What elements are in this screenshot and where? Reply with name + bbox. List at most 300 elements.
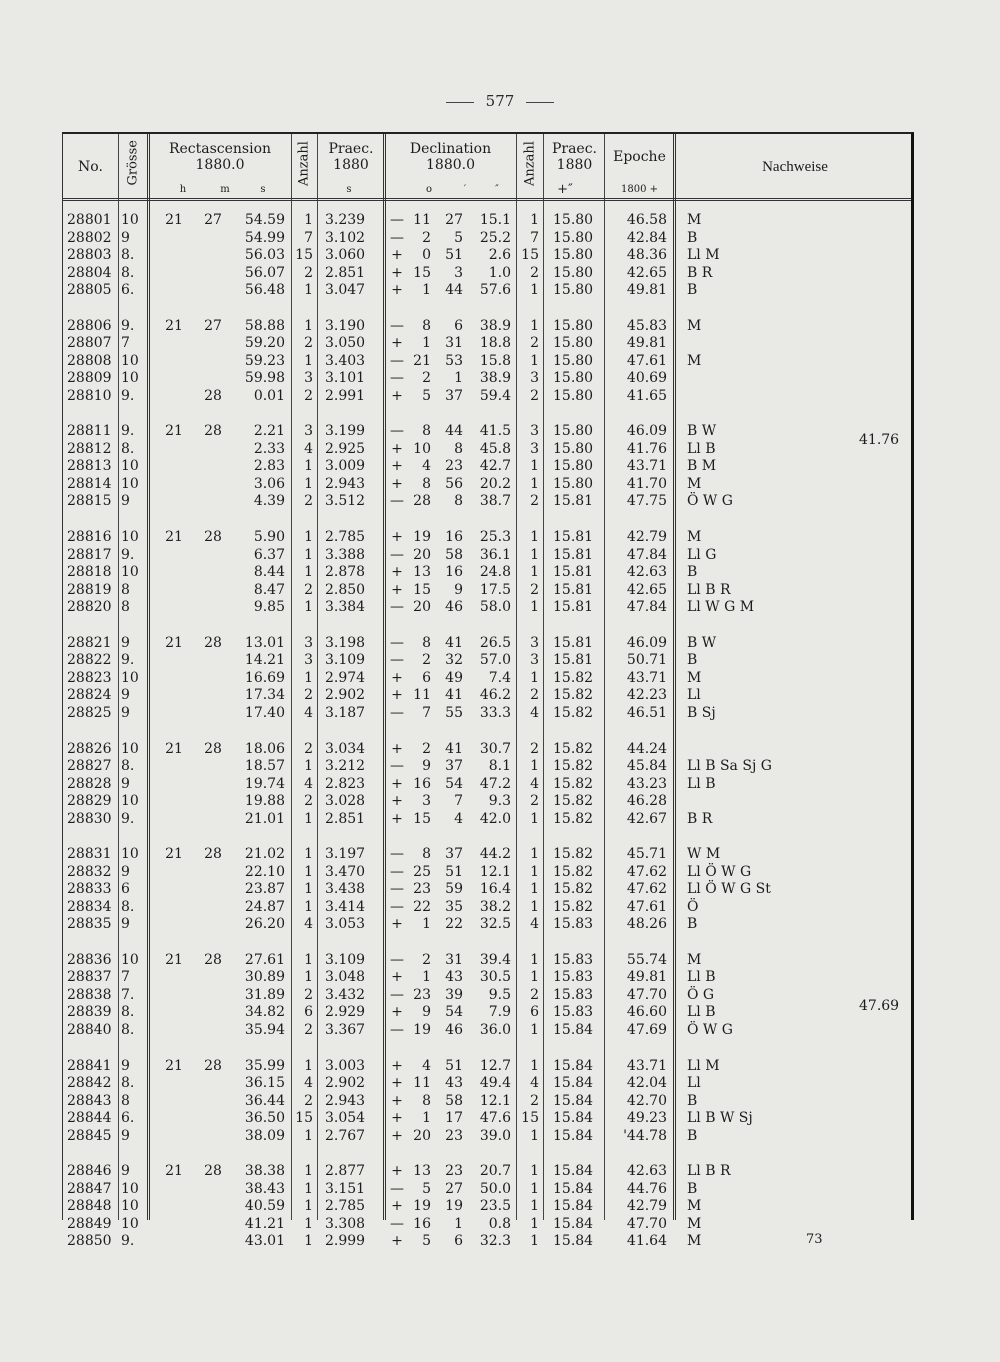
decl-sign: + xyxy=(391,810,403,827)
obs-count: 1 xyxy=(304,881,313,898)
header-rectascension: Rectascension xyxy=(168,141,272,157)
star-number: 28814 xyxy=(67,475,112,492)
references: M xyxy=(687,1233,702,1250)
precession-decl: 15.82 xyxy=(553,687,594,704)
decl-degrees: 9 xyxy=(422,758,431,774)
table-row xyxy=(63,230,913,247)
precession-decl: 15.84 xyxy=(553,1021,594,1038)
obs-count: 1 xyxy=(304,810,313,827)
header-praec-ra: Praec. xyxy=(328,141,374,157)
header-praec-decl: Praec. xyxy=(551,141,598,157)
decl-minutes: 59 xyxy=(445,881,463,898)
references: Ll B xyxy=(687,1004,716,1021)
decl-minutes: 27 xyxy=(445,1180,463,1197)
precession-ra: 2.902 xyxy=(325,1075,366,1092)
references: B xyxy=(687,652,698,669)
magnitude: 9 xyxy=(121,704,130,721)
table-row xyxy=(63,441,913,458)
ra-seconds: 19.88 xyxy=(244,793,285,809)
ra-seconds: 59.20 xyxy=(244,335,285,352)
decl-sign: + xyxy=(391,669,403,686)
precession-decl: 15.81 xyxy=(553,652,594,669)
table-row xyxy=(63,335,913,352)
star-number: 28842 xyxy=(67,1075,112,1092)
decl-minutes: 16 xyxy=(445,529,463,546)
references: M xyxy=(687,352,702,369)
obs-count: 1 xyxy=(304,529,313,546)
table-row xyxy=(63,846,913,863)
references: Ö W G xyxy=(687,493,733,510)
obs-count: 1 xyxy=(304,564,313,581)
star-number: 28806 xyxy=(67,317,112,334)
precession-decl: 15.83 xyxy=(553,916,594,933)
star-number: 28828 xyxy=(67,775,112,792)
ra-seconds: 27.61 xyxy=(244,951,285,968)
decl-minutes: 37 xyxy=(445,387,463,404)
precession-ra: 3.102 xyxy=(325,229,366,246)
precession-ra: 3.308 xyxy=(325,1215,366,1232)
obs-count-2: 2 xyxy=(530,264,539,281)
decl-seconds: 47.6 xyxy=(479,1110,511,1127)
ra-seconds: 17.40 xyxy=(244,704,285,721)
precession-ra: 2.929 xyxy=(325,1004,366,1021)
epoch: 45.71 xyxy=(626,846,667,863)
precession-decl: 15.84 xyxy=(553,1092,594,1109)
precession-decl: 15.80 xyxy=(553,475,594,492)
star-number: 28829 xyxy=(67,793,112,809)
epoch: 42.04 xyxy=(626,1075,667,1092)
star-number: 28803 xyxy=(67,247,112,263)
obs-count: 1 xyxy=(304,475,313,492)
ra-seconds: 56.07 xyxy=(244,264,285,281)
decl-sign: + xyxy=(391,1233,403,1250)
precession-decl: 15.82 xyxy=(553,758,594,774)
precession-ra: 3.212 xyxy=(325,758,366,774)
references: Ll B R xyxy=(687,581,731,598)
decl-seconds: 36.1 xyxy=(479,546,511,563)
star-number: 28804 xyxy=(67,264,112,281)
decl-seconds: 30.5 xyxy=(479,969,511,986)
epoch: 49.81 xyxy=(626,282,667,298)
decl-seconds: 39.0 xyxy=(479,1127,511,1144)
decl-minutes: 43 xyxy=(445,1075,463,1092)
obs-count: 2 xyxy=(304,793,313,809)
ra-seconds: 26.20 xyxy=(244,916,285,933)
table-row xyxy=(63,529,913,546)
decl-minutes: 32 xyxy=(445,652,463,669)
decl-sign: + xyxy=(391,793,403,809)
precession-decl: 15.82 xyxy=(553,898,594,915)
precession-decl: 15.83 xyxy=(553,986,594,1003)
ra-seconds: 38.38 xyxy=(244,1163,285,1180)
decl-minutes: 8 xyxy=(454,493,463,510)
decl-minutes: 1 xyxy=(454,1215,463,1232)
decl-seconds: 7.4 xyxy=(488,669,511,686)
obs-count-2: 1 xyxy=(530,475,539,492)
epoch: 46.60 xyxy=(626,1004,667,1021)
decl-degrees: 5 xyxy=(422,387,431,404)
obs-count: 1 xyxy=(304,1163,313,1180)
table-row xyxy=(63,811,913,828)
star-catalog-table xyxy=(62,132,914,1250)
ra-minutes: 28 xyxy=(204,846,222,863)
precession-decl: 15.84 xyxy=(553,1075,594,1092)
ra-seconds: 19.74 xyxy=(244,775,285,792)
obs-count-2: 1 xyxy=(530,1215,539,1232)
obs-count: 1 xyxy=(304,951,313,968)
ra-seconds: 38.43 xyxy=(244,1180,285,1197)
decl-minutes: 41 xyxy=(445,634,463,651)
obs-count: 7 xyxy=(304,229,313,246)
star-number: 28837 xyxy=(67,969,112,986)
decl-degrees: 20 xyxy=(413,599,431,616)
obs-count: 1 xyxy=(304,1233,313,1250)
epoch: 45.84 xyxy=(626,758,667,774)
obs-count: 3 xyxy=(304,423,313,440)
precession-ra: 3.239 xyxy=(325,212,366,228)
decl-minutes: 56 xyxy=(445,475,463,492)
obs-count: 2 xyxy=(304,335,313,352)
references: Ll G xyxy=(687,546,717,563)
decl-sign: — xyxy=(390,229,404,246)
epoch: 43.71 xyxy=(626,1057,667,1074)
star-number: 28815 xyxy=(67,493,112,510)
table-row xyxy=(63,265,913,282)
ra-seconds: 56.03 xyxy=(244,247,285,263)
obs-count-2: 1 xyxy=(530,564,539,581)
decl-minutes: 22 xyxy=(445,916,463,933)
footer-number: 73 xyxy=(806,1232,823,1247)
references: B W xyxy=(687,634,717,651)
star-number: 28841 xyxy=(67,1057,112,1074)
references: B M xyxy=(687,458,717,475)
header-anzahl-2: Anzahl xyxy=(522,141,538,186)
ra-hours: 21 xyxy=(165,529,183,546)
obs-count: 15 xyxy=(295,247,313,263)
magnitude: 8 xyxy=(121,599,130,616)
decl-degrees: 4 xyxy=(422,1057,431,1074)
obs-count-2: 1 xyxy=(530,810,539,827)
ra-hours: 21 xyxy=(165,212,183,228)
precession-decl: 15.81 xyxy=(553,493,594,510)
decl-degrees: 8 xyxy=(422,317,431,334)
star-number: 28848 xyxy=(67,1198,112,1215)
magnitude: 9. xyxy=(121,1233,135,1250)
decl-minutes: 49 xyxy=(445,669,463,686)
obs-count: 1 xyxy=(304,969,313,986)
star-number: 28802 xyxy=(67,229,112,246)
decl-minutes: 31 xyxy=(445,951,463,968)
precession-ra: 3.109 xyxy=(325,951,366,968)
precession-decl: 15.80 xyxy=(553,458,594,475)
ra-minutes: 28 xyxy=(204,1163,222,1180)
precession-decl: 15.84 xyxy=(553,1215,594,1232)
precession-ra: 2.823 xyxy=(325,775,366,792)
decl-seconds: 57.6 xyxy=(479,282,511,298)
decl-minutes: 54 xyxy=(445,775,463,792)
epoch: 47.61 xyxy=(626,898,667,915)
magnitude: 8. xyxy=(121,247,135,263)
decl-sign: — xyxy=(390,599,404,616)
magnitude: 9. xyxy=(121,652,135,669)
precession-ra: 2.943 xyxy=(325,475,366,492)
obs-count-2: 2 xyxy=(530,1092,539,1109)
magnitude: 7. xyxy=(121,986,135,1003)
decl-sign: — xyxy=(390,1021,404,1038)
epoch: 43.23 xyxy=(626,775,667,792)
table-row xyxy=(63,247,913,264)
table-row xyxy=(63,1216,913,1233)
decl-seconds: 47.2 xyxy=(479,775,511,792)
table-row xyxy=(63,741,913,758)
obs-count: 1 xyxy=(304,846,313,863)
magnitude: 10 xyxy=(121,352,139,369)
header-epoche-unit: 1800 + xyxy=(620,184,658,195)
precession-ra: 3.009 xyxy=(325,458,366,475)
precession-ra: 3.438 xyxy=(325,881,366,898)
epoch: 46.09 xyxy=(626,423,667,440)
decl-degrees: 19 xyxy=(413,1021,431,1038)
obs-count: 2 xyxy=(304,264,313,281)
precession-ra: 3.384 xyxy=(325,599,366,616)
ra-seconds: 6.37 xyxy=(253,546,285,563)
decl-minutes: 9 xyxy=(454,581,463,598)
decl-minutes: 16 xyxy=(445,564,463,581)
decl-sign: + xyxy=(391,1198,403,1215)
obs-count-2: 1 xyxy=(530,1180,539,1197)
ra-seconds: 16.69 xyxy=(244,669,285,686)
magnitude: 7 xyxy=(121,335,130,352)
precession-ra: 3.414 xyxy=(325,898,366,915)
decl-seconds: 12.7 xyxy=(479,1057,511,1074)
magnitude: 8 xyxy=(121,581,130,598)
precession-ra: 3.197 xyxy=(325,846,366,863)
decl-seconds: 9.5 xyxy=(488,986,511,1003)
references: Ö W G xyxy=(687,1021,733,1038)
references: Ll Ö W G xyxy=(687,863,752,880)
decl-seconds: 38.7 xyxy=(479,493,511,510)
header-praec-ra-year: 1880 xyxy=(333,157,369,173)
ra-seconds: 59.98 xyxy=(244,370,285,387)
epoch: 42.23 xyxy=(626,687,667,704)
references: Ll W G M xyxy=(687,599,755,616)
ra-seconds: 35.94 xyxy=(244,1021,285,1038)
epoch: 48.26 xyxy=(626,916,667,933)
obs-count: 1 xyxy=(304,1215,313,1232)
obs-count-2: 2 xyxy=(530,581,539,598)
epoch: 46.28 xyxy=(626,793,667,809)
magnitude: 8. xyxy=(121,758,135,774)
precession-decl: 15.82 xyxy=(553,793,594,809)
epoch: 47.62 xyxy=(626,863,667,880)
magnitude: 8. xyxy=(121,440,135,457)
obs-count: 1 xyxy=(304,1057,313,1074)
obs-count: 3 xyxy=(304,370,313,387)
table-row xyxy=(63,582,913,599)
ra-seconds: 59.23 xyxy=(244,352,285,369)
precession-ra: 3.101 xyxy=(325,370,366,387)
obs-count-2: 1 xyxy=(530,969,539,986)
ra-seconds: 54.99 xyxy=(244,229,285,246)
decl-minutes: 23 xyxy=(445,1127,463,1144)
table-row xyxy=(63,635,913,652)
obs-count-2: 4 xyxy=(530,1075,539,1092)
obs-count-2: 1 xyxy=(530,1127,539,1144)
decl-sign: + xyxy=(391,1004,403,1021)
references: M xyxy=(687,317,702,334)
ra-seconds: 36.50 xyxy=(244,1110,285,1127)
magnitude: 9 xyxy=(121,916,130,933)
star-number: 28831 xyxy=(67,846,112,863)
decl-seconds: 20.2 xyxy=(479,475,511,492)
decl-degrees: 16 xyxy=(413,1215,431,1232)
obs-count-2: 3 xyxy=(530,634,539,651)
epoch: 46.51 xyxy=(626,704,667,721)
obs-count: 1 xyxy=(304,669,313,686)
decl-degrees: 8 xyxy=(422,846,431,863)
obs-count-2: 1 xyxy=(530,529,539,546)
obs-count-2: 1 xyxy=(530,599,539,616)
precession-ra: 3.198 xyxy=(325,634,366,651)
decl-sign: + xyxy=(391,1057,403,1074)
decl-degrees: 23 xyxy=(413,986,431,1003)
epoch: 47.75 xyxy=(626,493,667,510)
magnitude: 8. xyxy=(121,1075,135,1092)
epoch: 42.70 xyxy=(626,1092,667,1109)
header-ra-unit-m: m xyxy=(220,184,230,195)
decl-minutes: 54 xyxy=(445,1004,463,1021)
decl-sign: — xyxy=(390,634,404,651)
decl-sign: + xyxy=(391,529,403,546)
precession-ra: 2.878 xyxy=(325,564,366,581)
magnitude: 9 xyxy=(121,863,130,880)
epoch: 42.65 xyxy=(626,581,667,598)
references: B R xyxy=(687,810,713,827)
decl-sign: — xyxy=(390,317,404,334)
ra-seconds: 3.06 xyxy=(253,475,285,492)
precession-ra: 3.470 xyxy=(325,863,366,880)
precession-decl: 15.82 xyxy=(553,810,594,827)
decl-minutes: 39 xyxy=(445,986,463,1003)
epoch: 42.67 xyxy=(626,810,667,827)
obs-count-2: 1 xyxy=(530,1021,539,1038)
decl-seconds: 33.3 xyxy=(479,704,511,721)
star-number: 28839 xyxy=(67,1004,112,1021)
table-row xyxy=(63,881,913,898)
ra-seconds: 2.33 xyxy=(253,440,285,457)
decl-seconds: 46.2 xyxy=(479,687,511,704)
obs-count: 2 xyxy=(304,687,313,704)
obs-count-2: 7 xyxy=(530,229,539,246)
epoch: 47.70 xyxy=(626,986,667,1003)
decl-sign: — xyxy=(390,898,404,915)
references: B Sj xyxy=(687,704,716,721)
magnitude: 9 xyxy=(121,775,130,792)
star-number: 28813 xyxy=(67,458,112,475)
table-row xyxy=(63,969,913,986)
obs-count-2: 4 xyxy=(530,775,539,792)
precession-ra: 3.187 xyxy=(325,704,366,721)
decl-sign: + xyxy=(391,916,403,933)
obs-count-2: 3 xyxy=(530,652,539,669)
header-declination: Declination xyxy=(409,141,492,157)
precession-decl: 15.84 xyxy=(553,1163,594,1180)
precession-ra: 3.403 xyxy=(325,352,366,369)
decl-sign: — xyxy=(390,493,404,510)
decl-sign: + xyxy=(391,387,403,404)
decl-minutes: 58 xyxy=(445,1092,463,1109)
obs-count: 1 xyxy=(304,458,313,475)
decl-degrees: 3 xyxy=(422,793,431,809)
decl-minutes: 44 xyxy=(445,282,463,298)
ra-seconds: 43.01 xyxy=(244,1233,285,1250)
magnitude: 8. xyxy=(121,1004,135,1021)
epoch: 49.81 xyxy=(626,335,667,352)
epoch: 40.69 xyxy=(626,370,667,387)
ra-seconds: 13.01 xyxy=(244,634,285,651)
obs-count-2: 1 xyxy=(530,881,539,898)
star-number: 28844 xyxy=(67,1110,112,1127)
precession-ra: 3.151 xyxy=(325,1180,366,1197)
magnitude: 8. xyxy=(121,264,135,281)
magnitude: 10 xyxy=(121,740,139,757)
star-number: 28827 xyxy=(67,758,112,774)
decl-seconds: 42.7 xyxy=(479,458,511,475)
decl-sign: + xyxy=(391,440,403,457)
obs-count-2: 1 xyxy=(530,317,539,334)
decl-sign: + xyxy=(391,264,403,281)
ra-minutes: 28 xyxy=(204,951,222,968)
decl-seconds: 23.5 xyxy=(479,1198,511,1215)
ra-minutes: 27 xyxy=(204,212,222,228)
magnitude: 10 xyxy=(121,951,139,968)
table-row xyxy=(63,952,913,969)
decl-seconds: 24.8 xyxy=(479,564,511,581)
magnitude: 6. xyxy=(121,282,135,298)
magnitude: 9 xyxy=(121,1163,130,1180)
epoch: 46.09 xyxy=(626,634,667,651)
decl-degrees: 1 xyxy=(422,335,431,352)
decl-minutes: 7 xyxy=(454,793,463,809)
decl-degrees: 2 xyxy=(422,370,431,387)
obs-count: 4 xyxy=(304,1075,313,1092)
epoch: 43.71 xyxy=(626,669,667,686)
star-number: 28835 xyxy=(67,916,112,933)
decl-sign: + xyxy=(391,564,403,581)
ra-seconds: 24.87 xyxy=(244,898,285,915)
precession-ra: 2.767 xyxy=(325,1127,366,1144)
decl-seconds: 8.1 xyxy=(488,758,511,774)
magnitude: 9 xyxy=(121,1057,130,1074)
references: Ö G xyxy=(687,986,715,1003)
epoch: 47.62 xyxy=(626,881,667,898)
references: Ll B W Sj xyxy=(687,1110,753,1127)
decl-seconds: 26.5 xyxy=(479,634,511,651)
decl-seconds: 32.5 xyxy=(479,916,511,933)
references: B xyxy=(687,229,698,246)
obs-count-2: 1 xyxy=(530,1233,539,1250)
ra-seconds: 0.01 xyxy=(253,387,285,404)
header-praec-decl-year: 1880 xyxy=(556,157,593,173)
references: Ll M xyxy=(687,247,720,263)
references: B W xyxy=(687,423,717,440)
precession-decl: 15.84 xyxy=(553,1057,594,1074)
obs-count-2: 2 xyxy=(530,687,539,704)
precession-decl: 15.84 xyxy=(553,1110,594,1127)
decl-sign: + xyxy=(391,1075,403,1092)
obs-count-2: 1 xyxy=(530,951,539,968)
precession-ra: 2.785 xyxy=(325,529,366,546)
